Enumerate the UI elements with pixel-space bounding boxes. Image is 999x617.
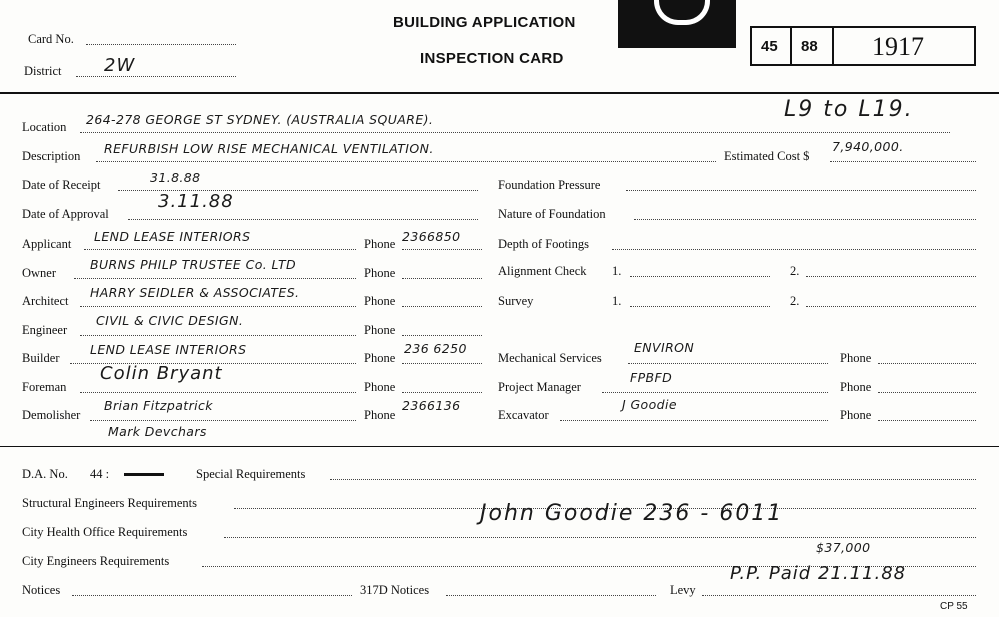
depth-of-footings-label: Depth of Footings: [498, 237, 589, 251]
date-of-receipt-label: Date of Receipt: [22, 178, 101, 192]
builder-value: LEND LEASE INTERIORS: [90, 342, 247, 357]
alignment-check-label: Alignment Check: [498, 264, 587, 278]
special-requirements-label: Special Requirements: [196, 467, 306, 481]
da-no-label: D.A. No.: [22, 467, 68, 481]
alignment-check-1-label: 1.: [612, 264, 622, 278]
notices-label: Notices: [22, 583, 61, 597]
architect-label: Architect: [22, 294, 69, 308]
mechanical-services-value: ENVIRON: [634, 340, 695, 355]
survey-label: Survey: [498, 294, 534, 308]
card-number: 1917: [872, 32, 924, 61]
description-label: Description: [22, 149, 81, 163]
project-manager-value: FPBFD: [630, 370, 673, 385]
demolisher-phone-value: 2366136: [402, 398, 461, 413]
mechanical-services-label: Mechanical Services: [498, 351, 602, 365]
district-value: 2W: [104, 55, 136, 76]
demolisher-value-2: Mark Devchars: [108, 424, 207, 439]
applicant-label: Applicant: [22, 237, 72, 251]
date-of-approval-label: Date of Approval: [22, 207, 109, 221]
card-title: BUILDING APPLICATION: [393, 14, 576, 31]
date-of-receipt-value: 31.8.88: [150, 170, 201, 185]
location-levels: L9 to L19.: [784, 97, 914, 122]
city-health-label: City Health Office Requirements: [22, 525, 188, 539]
notices-317d-label: 317D Notices: [360, 583, 430, 597]
excavator-value: J Goodie: [622, 397, 677, 412]
card-box-a: 45: [750, 26, 792, 66]
applicant-phone-label: Phone: [364, 237, 396, 251]
foreman-phone-label: Phone: [364, 380, 396, 394]
architect-value: HARRY SEIDLER & ASSOCIATES.: [90, 285, 300, 300]
da-no-value: 44 :: [90, 467, 110, 481]
district-label: District: [24, 64, 62, 78]
description-value: REFURBISH LOW RISE MECHANICAL VENTILATION.: [104, 141, 434, 156]
demolisher-label: Demolisher: [22, 408, 81, 422]
builder-label: Builder: [22, 351, 60, 365]
card-subtitle: INSPECTION CARD: [420, 50, 564, 67]
foundation-pressure-label: Foundation Pressure: [498, 178, 601, 192]
applicant-value: LEND LEASE INTERIORS: [94, 229, 251, 244]
city-engineers-label: City Engineers Requirements: [22, 554, 170, 568]
architect-phone-label: Phone: [364, 294, 396, 308]
owner-label: Owner: [22, 266, 57, 280]
builder-phone-label: Phone: [364, 351, 396, 365]
foreman-value: Colin Bryant: [100, 363, 223, 384]
owner-phone-label: Phone: [364, 266, 396, 280]
survey-2-label: 2.: [790, 294, 800, 308]
excavator-label: Excavator: [498, 408, 549, 422]
survey-1-label: 1.: [612, 294, 622, 308]
location-value: 264-278 GEORGE ST SYDNEY. (AUSTRALIA SQUARE).: [86, 112, 434, 127]
foreman-label: Foreman: [22, 380, 67, 394]
engineer-label: Engineer: [22, 323, 68, 337]
card-no-label: Card No.: [28, 32, 74, 46]
council-logo: [618, 0, 736, 48]
estimated-cost-label: Estimated Cost $: [724, 149, 810, 163]
estimated-cost-value: 7,940,000.: [832, 139, 904, 154]
owner-value: BURNS PHILP TRUSTEE Co. LTD: [90, 257, 297, 272]
location-label: Location: [22, 120, 67, 134]
mechanical-services-phone-label: Phone: [840, 351, 872, 365]
project-manager-phone-label: Phone: [840, 380, 872, 394]
engineer-phone-label: Phone: [364, 323, 396, 337]
levy-note: P.P. Paid 21.11.88: [730, 563, 907, 584]
demolisher-phone-label: Phone: [364, 408, 396, 422]
city-engineers-note: $37,000: [816, 540, 871, 555]
alignment-check-2-label: 2.: [790, 264, 800, 278]
project-manager-label: Project Manager: [498, 380, 581, 394]
card-box-b: 88: [790, 26, 834, 66]
form-code: CP 55: [940, 601, 968, 612]
engineer-value: CIVIL & CIVIC DESIGN.: [96, 313, 244, 328]
applicant-phone-value: 2366850: [402, 229, 461, 244]
structural-engineers-label: Structural Engineers Requirements: [22, 496, 197, 510]
demolisher-value-1: Brian Fitzpatrick: [104, 398, 213, 413]
city-health-note: John Goodie 236 - 6011: [480, 501, 784, 526]
card-number-box: [832, 26, 976, 66]
da-no-dash: [124, 473, 164, 476]
builder-phone-value: 236 6250: [404, 341, 467, 356]
excavator-phone-label: Phone: [840, 408, 872, 422]
levy-label: Levy: [670, 583, 696, 597]
nature-of-foundation-label: Nature of Foundation: [498, 207, 606, 221]
date-of-approval-value: 3.11.88: [158, 191, 234, 212]
